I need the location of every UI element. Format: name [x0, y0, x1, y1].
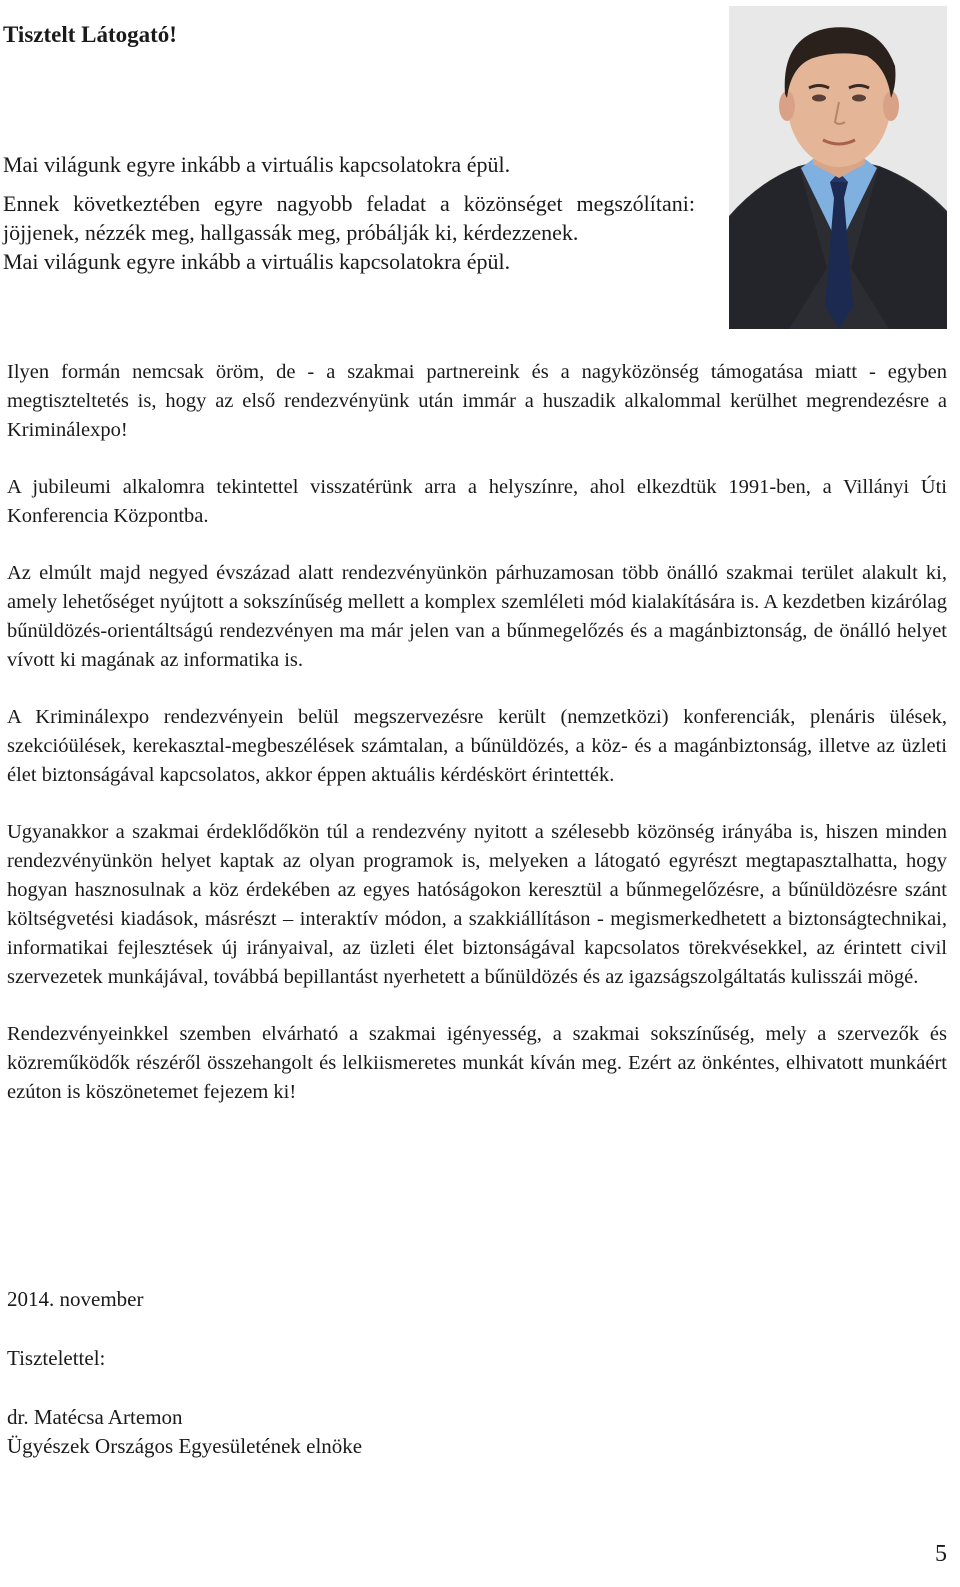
body-paragraph: Ugyanakkor a szakmai érdeklődőkön túl a rendezvény nyitott a szélesebb közönség irányába is, hiszen minden rendezvényünkön helyet kaptak az olyan programok is, melyeken a látogató egyrészt megtapasztalhatta, hogy hogyan hasznosulnak a köz érdekében az egyes hatóságokon keresztül a bűnmegelőzésre, a bűnüldözésre szánt költségvetési kiadások, másrészt – interaktív módon, a szakkiállításon - megismerkedhetett a biztonságtechnikai, informatikai fejlesztések új irányaival, az üzleti élet biztonságával kapcsolatos törekvésekkel, az érintett civil szervezetek munkájával, továbbá bepillantást nyerhetett a bűnüldözés és az igazságszolgáltatás kulisszái mögé.: [7, 821, 947, 988]
page-number: 5: [935, 1541, 947, 1567]
intro-block: [3, 150, 695, 276]
greeting-heading: Tisztelt Látogató!: [3, 22, 177, 47]
portrait-illustration: [729, 6, 947, 329]
body-paragraph: A Kriminálexpo rendezvényein belül megszervezésre került (nemzetközi) konferenciák, plenáris ülések, szekcióülések, kerekasztal-megbeszélések számtalan, a bűnüldözés, a köz- és a magánbiztonság, illetve az üzleti élet biztonságával kapcsolatos, akkor éppen aktuális kérdéskört érintették.: [7, 706, 947, 786]
body-paragraph: Ilyen formán nemcsak öröm, de - a szakmai partnereink és a nagyközönség támogatása miatt - egyben megtiszteltetés is, hogy az első rendezvényünk után immár a huszadik alkalommal kerülhet megrendezésre a Kriminálexpo!: [7, 361, 947, 441]
author-portrait: [729, 6, 947, 329]
intro-line: Mai világunk egyre inkább a virtuális kapcsolatokra épül.: [3, 152, 511, 177]
body-paragraph: Az elmúlt majd negyed évszázad alatt rendezvényünkön párhuzamosan több önálló szakmai terület alakult ki, amely lehetőséget nyújtott a sokszínűség mellett a komplex szemléleti mód kialakítására is. A kezdetben kizárólag bűnüldözés-orientáltságú rendezvényen ma már jelen van a bűnmegelőzés és a magánbiztonság, de önálló helyet vívott ki magának az informatika is.: [7, 562, 947, 671]
letter-date: 2014. november: [7, 1287, 144, 1311]
closing-salutation: Tisztelettel:: [7, 1346, 106, 1370]
letter-body: [7, 358, 947, 1135]
body-paragraph: Rendezvényeinkkel szemben elvárható a szakmai igényesség, a szakmai sokszínűség, mely a szervezők és közreműködők részéről összehangolt és lelkiismeretes munkát kíván meg. Ezért az önkéntes, elhivatott munkáért ezúton is köszönetemet fejezem ki!: [7, 1023, 947, 1103]
signature-block: [7, 1403, 362, 1461]
intro-line: Ennek következtében egyre nagyobb feladat a közönséget megszólítani: jöjjenek, nézzék meg, hallgassák meg, próbálják ki, kérdezzenek.: [3, 191, 695, 245]
intro-line: Mai világunk egyre inkább a virtuális kapcsolatokra épül.: [3, 249, 511, 274]
body-paragraph: A jubileumi alkalomra tekintettel visszatérünk arra a helyszínre, ahol elkezdtük 1991-ben, a Villányi Úti Konferencia Központba.: [7, 476, 947, 527]
signatory-name: dr. Matécsa Artemon: [7, 1405, 183, 1429]
signatory-title: Ügyészek Országos Egyesületének elnöke: [7, 1434, 363, 1458]
